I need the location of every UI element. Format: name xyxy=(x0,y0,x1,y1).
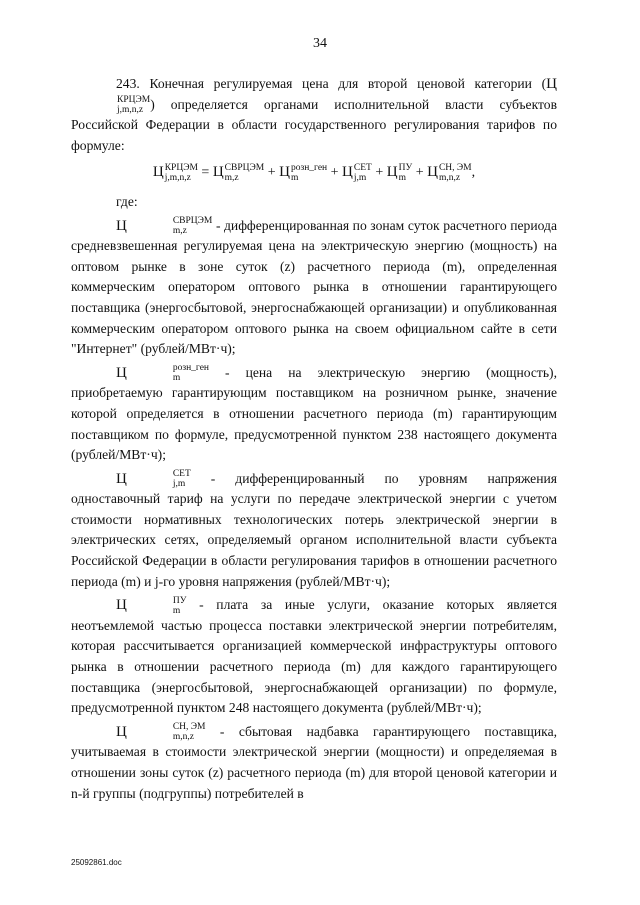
where-label: где: xyxy=(116,193,138,209)
formula-plus-1: + xyxy=(267,165,276,181)
def-2-body: приобретаемую гарантирующим поставщиком на розничном рынке, значение которой определяется в отношении расчетного периода (m) гарантирующим поставщиком по формуле, предусмотренной пунктом 238 настоящего документа (рублей/МВт·ч); xyxy=(71,385,557,463)
paragraph-243: 243. Конечная регулируемая цена для второй ценовой категории (Ц КРЦЭМ j,m,n,z ) определяется органами исполнительной власти субъектов Российской Федерации в области государственного регулирования тарифов по формуле: xyxy=(71,76,557,153)
symbol-krcem: Ц КРЦЭМ j,m,n,z xyxy=(117,76,557,116)
definition-2: Ц розн_ген m - цена на электрическую энергию (мощность), приобретаемую гарантирующим поставщиком на розничном рынке, значение которой определяется в отношении расчетного периода (m) гарантирующим поставщиком по формуле, предусмотренной пунктом 238 настоящего документа (рублей/МВт·ч); xyxy=(71,363,557,466)
def-2-symbol: Ц розн_ген m xyxy=(116,363,210,384)
definition-1: Ц СВРЦЭМ m,z - дифференцированная по зонам суток расчетного периода средневзвешенная регулируемая цена на электрическую энергию (мощность) на оптовом рынке в зоне суток (z) расчетного периода (m), определенная коммерческим оператором оптового рынка в отношении гарантирующего поставщика (энергосбытовой, энергоснабжающей организации) и опубликованная коммерческим оператором оптового рынка на своем официальном сайте в сети "Интернет" (рублей/МВт·ч); xyxy=(71,216,557,360)
def-3-body: одноставочный тариф на услуги по передаче электрической энергии с учетом стоимости нормативных технологических потерь электрической энергии в электрических сетях, определяемый органом исполнительной власти субъекта Российской Федерации в области регулирования тарифов в отношении расчетного периода (m) и j-го уровня напряжения (рублей/МВт·ч); xyxy=(71,491,557,589)
paragraph-243-rest: определяется органами исполнительной власти субъектов Российской Федерации в области государственного регулирования тарифов по формуле: xyxy=(71,96,557,153)
footer-filename: 25092861.doc xyxy=(71,858,122,867)
def-3-symbol: Ц СЕТ j,m xyxy=(116,469,191,490)
def-1-symbol: Ц СВРЦЭМ m,z xyxy=(116,216,213,237)
formula-equals: = xyxy=(201,165,210,181)
formula-term-3: Ц СЕТ j,m xyxy=(342,162,372,183)
formula-term-4: Ц ПУ m xyxy=(386,162,413,183)
formula-term-2: Ц розн_ген m xyxy=(279,162,328,183)
def-4-symbol: Ц ПУ m xyxy=(116,595,187,616)
definition-3: Ц СЕТ j,m - дифференцированный по уровням напряжения одноставочный тариф на услуги по передаче электрической энергии с учетом стоимости нормативных технологических потерь электрической энергии в электрических сетях, определяемый органом исполнительной власти субъекта Российской Федерации в области регулирования тарифов в отношении расчетного периода (m) и j-го уровня напряжения (рублей/МВт·ч); xyxy=(71,469,557,593)
page-number: 34 xyxy=(313,36,327,51)
document-body xyxy=(71,74,557,804)
definition-4: Ц ПУ m - плата за иные услуги, оказание которых является неотъемлемой частью процесса поставки электрической энергии потребителям, которая рассчитывается организацией коммерческой инфраструктуры оптового рынка в отношении расчетного периода (m) для каждого гарантирующего поставщика (энергосбытовой, энергоснабжающей организации) по формуле, предусмотренной пунктом 248 настоящего документа (рублей/МВт·ч); xyxy=(71,595,557,719)
formula-plus-4: + xyxy=(415,165,424,181)
paragraph-243-lead: 243. Конечная регулируемая цена для второй ценовой категории xyxy=(116,76,532,91)
formula-plus-2: + xyxy=(330,165,339,181)
def-5-symbol: Ц СН, ЭМ m,n,z xyxy=(116,722,206,743)
definition-5: Ц СН, ЭМ m,n,z - сбытовая надбавка гарантирующего поставщика, учитываемая в стоимости электрической энергии (мощности) и определяемая в отношении зоны суток (z) расчетного периода (m) для второй ценовой категории и n-й группы (подгруппы) потребителей в xyxy=(71,722,557,804)
formula-term-1: Ц СВРЦЭМ m,z xyxy=(212,162,265,183)
formula-plus-3: + xyxy=(375,165,384,181)
def-5-body: учитываемая в стоимости электрической энергии (мощности) и определяемая в отношении зоны суток (z) расчетного периода (m) для второй ценовой категории и n-й группы (подгруппы) потребителей в xyxy=(71,744,557,801)
def-1-body: средневзвешенная регулируемая цена на электрическую энергию (мощность) на оптовом рынке в зоне суток (z) расчетного периода (m), определенная коммерческим оператором оптового рынка в отношении гарантирующего поставщика (энергосбытовой, энергоснабжающей организации) и опубликованная коммерческим оператором оптового рынка на своем официальном сайте в сети "Интернет" (рублей/МВт·ч); xyxy=(71,238,557,357)
formula-lhs: Ц КРЦЭМ j,m,n,z xyxy=(152,162,198,183)
def-4-body: неотъемлемой частью процесса поставки электрической энергии потребителям, которая рассчитывается организацией коммерческой инфраструктуры оптового рынка в отношении расчетного периода (m) для каждого гарантирующего поставщика (энергосбытовой, энергоснабжающей организации) по формуле, предусмотренной пунктом 248 настоящего документа (рублей/МВт·ч); xyxy=(71,617,557,716)
formula: Ц КРЦЭМ j,m,n,z = Ц СВРЦЭМ m,z + Ц розн_ген m + Ц СЕТ j,m + Ц ПУ m + Ц СН, ЭМ m,n,z , xyxy=(152,162,476,183)
formula-term-5: Ц СН, ЭМ m,n,z xyxy=(427,162,472,183)
